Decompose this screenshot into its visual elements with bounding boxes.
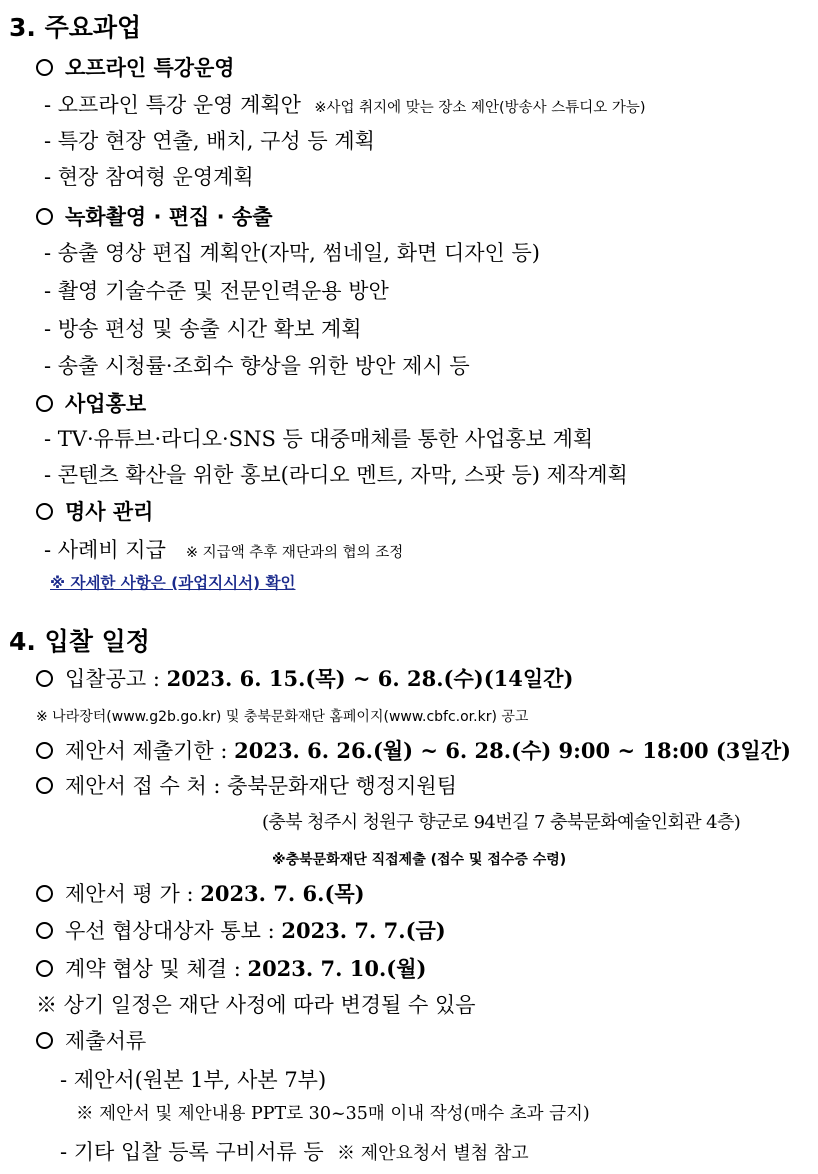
item-note: ※ 지급액 추후 재단과의 협의 조정 bbox=[185, 545, 404, 561]
schedule-label: 제안서 접 수 처 : 충북문화재단 행정지원팀 bbox=[65, 774, 457, 798]
schedule-label: 우선 협상대상자 통보 : bbox=[65, 919, 282, 943]
schedule-label: 제안서 제출기한 : bbox=[65, 739, 235, 763]
item-text: - 사례비 지급 bbox=[44, 538, 166, 562]
item-text: - 기타 입찰 등록 구비서류 등 bbox=[60, 1140, 324, 1164]
circle-bullet-icon bbox=[36, 503, 53, 520]
reception-address: (충북 청주시 청원구 향군로 94번길 7 충북문화예술인회관 4층) bbox=[262, 812, 741, 833]
schedule-submission bbox=[36, 735, 791, 765]
group-recording-editing bbox=[36, 201, 273, 231]
list-item: - 방송 편성 및 송출 시간 확보 계획 bbox=[44, 317, 362, 341]
circle-bullet-icon bbox=[36, 395, 53, 412]
group-heading: 오프라인 특강운영 bbox=[65, 56, 235, 80]
circle-bullet-icon bbox=[36, 1032, 53, 1049]
schedule-value: 2023. 7. 6.(목) bbox=[200, 881, 365, 906]
list-item: - TV·유튜브·라디오·SNS 등 대중매체를 통한 사업홍보 계획 bbox=[44, 427, 594, 451]
schedule-value: 2023. 7. 10.(월) bbox=[247, 956, 427, 981]
detail-link[interactable]: ※ 자세한 사항은 (과업지시서) 확인 bbox=[50, 574, 296, 592]
item-note: ※ 제안요청서 별첨 참고 bbox=[336, 1143, 529, 1164]
schedule-label: 제안서 평 가 : bbox=[65, 882, 201, 906]
circle-bullet-icon bbox=[36, 742, 53, 759]
item-text: - 오프라인 특강 운영 계획안 bbox=[44, 93, 301, 117]
list-item bbox=[44, 534, 403, 564]
group-heading: 사업홍보 bbox=[65, 392, 147, 416]
circle-bullet-icon bbox=[36, 670, 53, 687]
circle-bullet-icon bbox=[36, 777, 53, 794]
submission-documents bbox=[36, 1025, 146, 1055]
schedule-value: 2023. 7. 7.(금) bbox=[281, 918, 446, 943]
list-item: - 특강 현장 연출, 배치, 구성 등 계획 bbox=[44, 129, 375, 153]
document-item: - 제안서(원본 1부, 사본 7부) bbox=[60, 1068, 327, 1092]
group-lecturer-management bbox=[36, 496, 153, 526]
document-note: ※ 제안서 및 제안내용 PPT로 30~35매 이내 작성(매수 초과 금지) bbox=[76, 1104, 590, 1124]
group-heading: 녹화촬영 · 편집 · 송출 bbox=[65, 205, 273, 229]
circle-bullet-icon bbox=[36, 59, 53, 76]
schedule-value: 2023. 6. 15.(목) ~ 6. 28.(수)(14일간) bbox=[166, 666, 574, 691]
document-item bbox=[60, 1136, 529, 1166]
schedule-label: 계약 협상 및 체결 : bbox=[65, 957, 248, 981]
group-offline-lecture bbox=[36, 52, 235, 82]
circle-bullet-icon bbox=[36, 208, 53, 225]
group-promotion bbox=[36, 388, 146, 418]
list-item: - 촬영 기술수준 및 전문인력운용 방안 bbox=[44, 279, 389, 303]
list-item: - 현장 참여형 운영계획 bbox=[44, 165, 254, 189]
schedule-contract bbox=[36, 953, 426, 983]
schedule-label: 제출서류 bbox=[65, 1029, 147, 1053]
list-item: - 콘텐츠 확산을 위한 홍보(라디오 멘트, 자막, 스팟 등) 제작계획 bbox=[44, 463, 628, 487]
announcement-note: ※ 나라장터(www.g2b.go.kr) 및 충북문화재단 홈페이지(www.cbfc.or.kr) 공고 bbox=[36, 709, 529, 725]
schedule-reception bbox=[36, 770, 457, 800]
schedule-notification bbox=[36, 915, 446, 945]
circle-bullet-icon bbox=[36, 922, 53, 939]
schedule-label: 입찰공고 : bbox=[65, 667, 167, 691]
reception-note: ※충북문화재단 직접제출 (접수 및 접수증 수령) bbox=[272, 852, 567, 868]
list-item: - 송출 시청률·조회수 향상을 위한 방안 제시 등 bbox=[44, 354, 470, 378]
section-3-title: 3. 주요과업 bbox=[9, 13, 142, 42]
circle-bullet-icon bbox=[36, 960, 53, 977]
item-note: ※사업 취지에 맞는 장소 제안(방송사 스튜디오 가능) bbox=[314, 100, 646, 116]
circle-bullet-icon bbox=[36, 885, 53, 902]
group-heading: 명사 관리 bbox=[65, 500, 154, 524]
section-4-title: 4. 입찰 일정 bbox=[9, 627, 150, 656]
list-item bbox=[44, 89, 646, 119]
schedule-evaluation bbox=[36, 878, 365, 908]
list-item: - 송출 영상 편집 계획안(자막, 썸네일, 화면 디자인 등) bbox=[44, 241, 540, 265]
schedule-announcement bbox=[36, 663, 573, 693]
schedule-change-notice: ※ 상기 일정은 재단 사정에 따라 변경될 수 있음 bbox=[36, 993, 476, 1017]
schedule-value: 2023. 6. 26.(월) ~ 6. 28.(수) 9:00 ~ 18:00 (3일간) bbox=[234, 738, 791, 763]
